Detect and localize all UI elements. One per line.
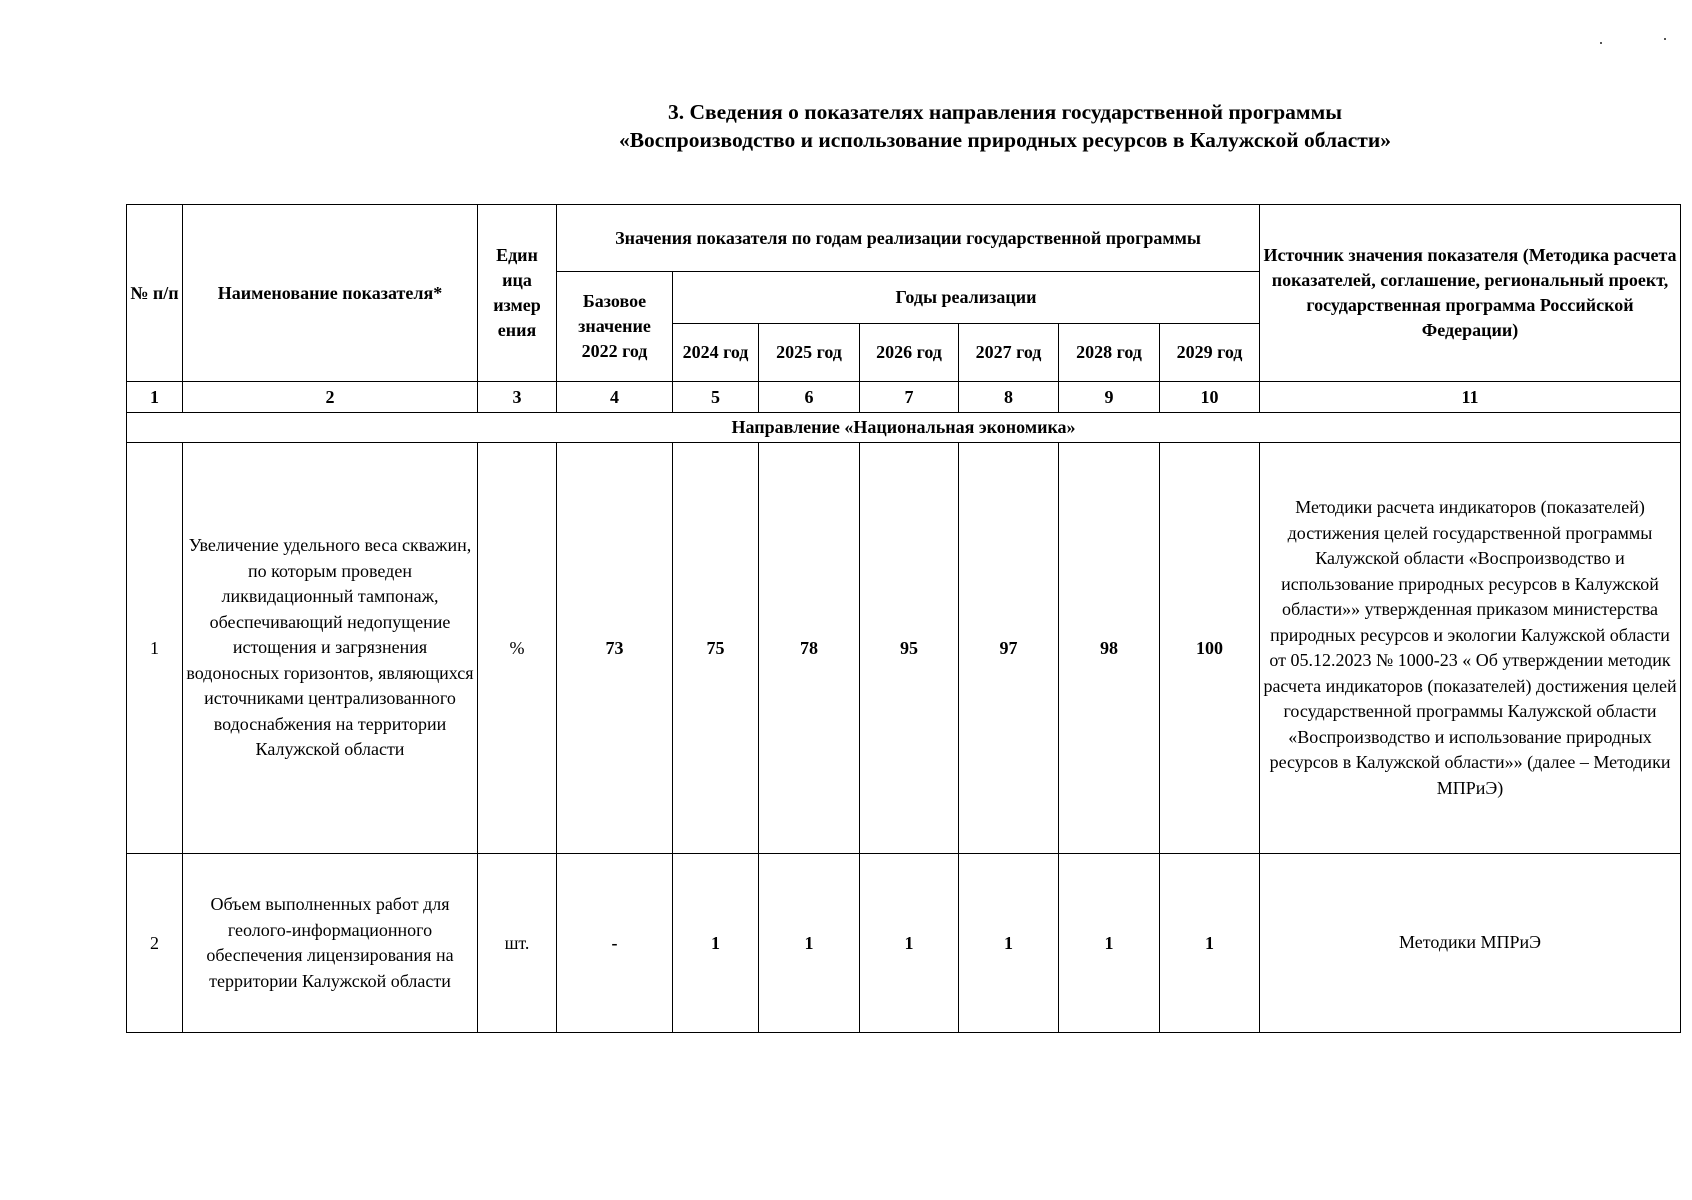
header-year-2027: 2027 год bbox=[959, 324, 1059, 382]
row-value-2029: 100 bbox=[1160, 443, 1260, 854]
row-indicator-name: Увеличение удельного веса скважин, по которым проведен ликвидационный тампонаж, обеспечивающий недопущение истощения и загрязнения водоносных горизонтов, являющихся источниками централизованного водоснабжения на территории Калужской области bbox=[183, 443, 478, 854]
row-source: Методики расчета индикаторов (показателей) достижения целей государственной программы Калужской области «Воспроизводство и использование природных ресурсов в Калужской области»» утвержденная приказом министерства природных ресурсов и экологии Калужской области от 05.12.2023 № 1000-23 « Об утверждении методик расчета индикаторов (показателей) достижения целей государственной программы Калужской области «Воспроизводство и использование природных ресурсов в Калужской области»» (далее – Методики МПРиЭ) bbox=[1260, 443, 1681, 854]
row-unit: % bbox=[478, 443, 557, 854]
row-value-2025: 78 bbox=[759, 443, 860, 854]
column-number: 2 bbox=[183, 382, 478, 413]
row-value-2024: 75 bbox=[673, 443, 759, 854]
section-title: Направление «Национальная экономика» bbox=[127, 413, 1681, 443]
table-row bbox=[127, 854, 1681, 1033]
header-year-2028: 2028 год bbox=[1059, 324, 1160, 382]
column-number: 3 bbox=[478, 382, 557, 413]
column-number: 9 bbox=[1059, 382, 1160, 413]
row-value-2028: 98 bbox=[1059, 443, 1160, 854]
header-num: № п/п bbox=[127, 205, 183, 382]
row-value-2029: 1 bbox=[1160, 854, 1260, 1033]
header-source: Источник значения показателя (Методика расчета показателей, соглашение, региональный проект, государственная программа Российской Федерации) bbox=[1260, 205, 1681, 382]
scan-speck bbox=[1664, 38, 1666, 40]
row-source: Методики МПРиЭ bbox=[1260, 854, 1681, 1033]
row-value-2026: 95 bbox=[860, 443, 959, 854]
document-heading bbox=[400, 98, 1610, 154]
column-number: 4 bbox=[557, 382, 673, 413]
header-year-2026: 2026 год bbox=[860, 324, 959, 382]
column-number: 1 bbox=[127, 382, 183, 413]
header-year-2024: 2024 год bbox=[673, 324, 759, 382]
heading-line-2: «Воспроизводство и использование природных ресурсов в Калужской области» bbox=[618, 128, 1392, 152]
column-number: 10 bbox=[1160, 382, 1260, 413]
table-row bbox=[127, 443, 1681, 854]
header-base: Базовое значение 2022 год bbox=[557, 272, 673, 382]
header-row-1 bbox=[127, 205, 1681, 272]
column-number: 7 bbox=[860, 382, 959, 413]
header-values-group: Значения показателя по годам реализации государственной программы bbox=[557, 205, 1260, 272]
column-number: 6 bbox=[759, 382, 860, 413]
row-value-2027: 1 bbox=[959, 854, 1059, 1033]
column-number: 5 bbox=[673, 382, 759, 413]
row-value-2028: 1 bbox=[1059, 854, 1160, 1033]
column-number: 11 bbox=[1260, 382, 1681, 413]
row-value-2026: 1 bbox=[860, 854, 959, 1033]
column-number: 8 bbox=[959, 382, 1059, 413]
scan-speck bbox=[1600, 42, 1602, 44]
row-base-value: 73 bbox=[557, 443, 673, 854]
header-years-group: Годы реализации bbox=[673, 272, 1260, 324]
column-number-row bbox=[127, 382, 1681, 413]
heading-line-1: 3. Сведения о показателях направления государственной программы bbox=[668, 100, 1342, 124]
row-unit: шт. bbox=[478, 854, 557, 1033]
row-num: 1 bbox=[127, 443, 183, 854]
header-name: Наименование показателя* bbox=[183, 205, 478, 382]
row-value-2024: 1 bbox=[673, 854, 759, 1033]
header-year-2025: 2025 год bbox=[759, 324, 860, 382]
row-value-2027: 97 bbox=[959, 443, 1059, 854]
row-base-value: - bbox=[557, 854, 673, 1033]
row-value-2025: 1 bbox=[759, 854, 860, 1033]
header-year-2029: 2029 год bbox=[1160, 324, 1260, 382]
indicators-table bbox=[126, 204, 1681, 1033]
row-num: 2 bbox=[127, 854, 183, 1033]
row-indicator-name: Объем выполненных работ для геолого-информационного обеспечения лицензирования на территории Калужской области bbox=[183, 854, 478, 1033]
header-unit: Един ица измер ения bbox=[478, 205, 557, 382]
section-row bbox=[127, 413, 1681, 443]
